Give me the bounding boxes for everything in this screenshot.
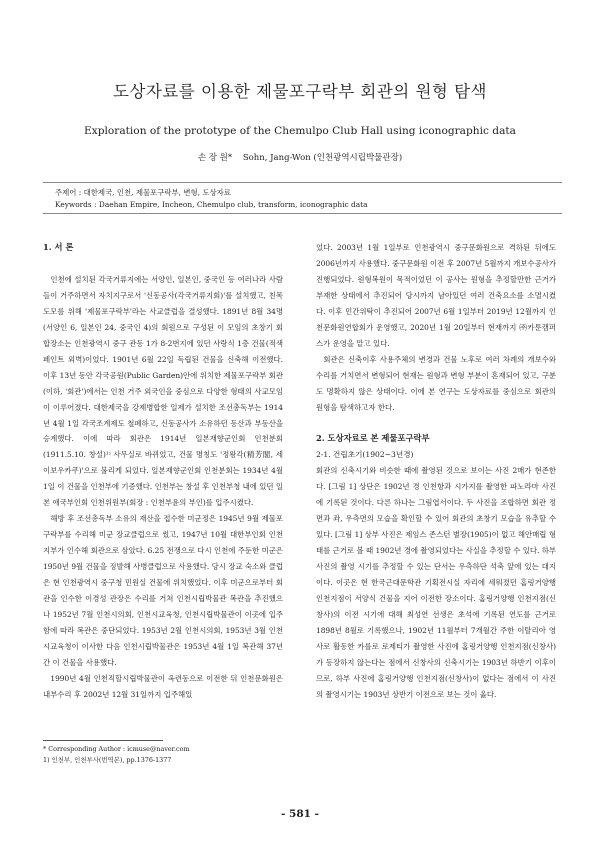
paragraph: 었다. 2003년 1월 1일부로 인천광역시 중구문화원으로 격하된 뒤에도 2006년까지 사용했다. 중구문화원 이전 후 2007년 5월까지 개보수공사가 진행되었다. 원형복원이 목적이었던 이 공사는 원형을 추정할만한 근거가 부재한 상태에서 추진되어 당시까지 남아있던 여러 건축요소를 소멸시켰다. 이후 민간위탁이 추진되어 2007년 6월 1일부터 2019년 12월까지 인천문화원연합회가 운영했고, 2020년 1월 20일부터 현재까지 ㈜카툰캠퍼스가 운영을 맡고 있다. [316,243,556,348]
author-name-korean: 손 장 원 [197,153,228,163]
section-heading-iconographic: 2. 도상자료로 본 제물포구락부 [316,433,430,444]
keywords-box [43,182,562,214]
footnote-divider [43,740,163,741]
left-column [43,240,283,703]
paper-title-korean: 도상자료를 이용한 제물포구락부 회관의 원형 탐색 [113,82,487,101]
paragraph: 회관은 신축이후 사용주체의 변경과 건물 노후로 여러 차례의 개보수와 수리를 거치면서 변형되어 현재는 원형과 변형 부분이 혼재되어 있고, 구분도 명확하지 않은 상태이다. 이에 본 연구는 도상자료를 중심으로 회관의 원형을 탐색하고자 한다. [316,354,556,412]
paragraph: 인천에 설치된 각국거류지에는 서양인, 일본인, 중국인 등 여러나라 사람들이 거주하면서 자치지구로서 '신동공사(각국거류지회)'를 설치했고, 친목도모를 위해 '제물포구락부'라는 사교클럽을 결성했다. 1891년 8월 34명(서양인 6, 일본인 24, 중국인 4)의 회원으로 구성된 이 모임의 초창기 회합장소는 인천광역시 중구 관동 1가 8-2번지에 있던 사랑식 1층 건물(적색 페인트 외벽)이었다. 1901년 6월 22일 독립된 건물을 신축해 이전했다. 이후 13년 동안 각국공원(Public Garden)안에 위치한 제물포구락부 회관(이하, '회관')에서는 인천 거주 외국인을 중심으로 다양한 형태의 사교모임이 이루어졌다. 대한제국을 강제병합한 일제가 설치한 조선총독부는 1914년 4월 1일 각국조계제도 철폐하고, 신동공사가 소유하던 동산과 부동산을 승계했다. 이에 따라 회관은 1914년 일본재향군인회 인천분회(1911.5.10. 창설)¹⁾ 사무실로 바뀌었고, 건물 명칭도 '정왕각(精芳閣, 세이보우카쿠)'으로 불리게 되었다. 일본재향군인회 인천분회는 1934년 4월 1일 이 건물을 인천부에 기증했다. 인천부는 창설 후 인천부청 내에 있던 일본 애국부인회 인천위원부(회장 : 인천부윤의 부인)를 입주시켰다. [43,274,283,508]
corresponding-marker: * [227,153,233,163]
paragraph: 1990년 4월 인천직할시립박물관이 옥련동으로 이전한 뒤 인천문화원은 내부수리 후 2002년 12월 31일까지 입주해있 [43,673,283,699]
section-heading-introduction: 1. 서 론 [43,242,74,252]
author-line [0,151,600,163]
paragraph: 해방 후 조선총독부 소유의 재산을 접수한 미군정은 1945년 9월 제물포구락부를 수리해 미군 장교클럽으로 썼고, 1947년 10월 대한부인회 인천지부가 인수해 회관으로 삼았다. 6.25 전쟁으로 다시 인천에 주둔한 미군은 1950년 9월 건물을 징발해 사병클럽으로 사용했다. 당시 장교 숙소와 클럽은 현 인천광역시 중구청 민원실 건물에 위치했었다. 이후 미군으로부터 회관을 인수한 이경성 관장은 수리를 거쳐 인천시립박물관 복관을 추진했으나 1952년 7월 인천시의회, 인천시교육청, 인천시립박물관이 이곳에 입주함에 따라 복관은 중단되었다. 1953년 2월 인천시의회, 1953년 3월 인천시교육청이 이사한 다음 인천시립박물관은 1953년 4월 1일 복관해 37년간 이 건물을 사용했다. [43,514,283,667]
footnote-1: 1) 인천부, 인천부사(번역본), pp.1376-1377 [43,756,172,764]
paper-title-english: Exploration of the prototype of the Chemulpo Club Hall using iconographic data [84,125,516,137]
subsection-heading: 2-1. 건립초기(1902~3년경) [316,450,414,460]
page-number: - 581 - [281,808,319,820]
keywords-english: Keywords : Daehan Empire, Incheon, Chemulpo club, transform, iconographic data [55,200,368,209]
right-column [316,240,556,703]
footnotes [43,744,190,766]
author-affiliation: (인천광역시립박물관장) [313,153,403,163]
keywords-korean: 주제어 : 대한제국, 인천, 제물포구락부, 변형, 도상자료 [55,188,231,197]
author-name-english: Sohn, Jang-Won [242,153,311,163]
paragraph: 회관의 신축시기와 비슷한 때에 촬영된 것으로 보이는 사진 2매가 현존한다. [그림 1] 상단은 1902년 경 인천항과 시가지를 촬영한 파노라마 사진에 기록된 것이다. 다른 하나는 그림엽서이다. 두 사진을 조합하면 회관 정면과 좌, 우측면의 모습을 확인할 수 있어 회관의 초창기 모습을 유추할 수 있다. [그림 1] 상부 사진은 제임스 존스턴 별장(1905)이 없고 해안매립 형태를 근거로 볼 때 1902년 경에 촬영되었다는 사실을 추정할 수 있다. 하부 사진의 촬영 시기를 추정할 수 있는 단서는 우측하단 석축 앞에 있는 대지이다. 이곳은 현 한국근대문학관 기획전시실 자리에 세워졌던 홈링거양행 인천지점이 서양식 건물을 지어 이전한 장소이다. 홈링거양행 인천지점(신창사)의 이전 시기에 대해 최성연 선생은 초석에 기록된 연도를 근거로 1898년 8월로 기록했으나, 1902년 11월부터 7개월간 주한 이탈리아 영사로 활동한 카를로 로제티가 촬영한 사진에 홈링거양행 인천지점(신창사)가 등장하지 않는다는 점에서 신창사의 신축시기는 1903년 하반기 이후이므로, 하부 사진에 홈링거양행 인천지점(신창사)이 없다는 점에서 이 사진의 촬영시기는 1903년 상반기 이전으로 보는 것이 옳다. [316,466,556,699]
footnote-corresponding-author: * Corresponding Author : icmuse@naver.com [43,745,190,753]
